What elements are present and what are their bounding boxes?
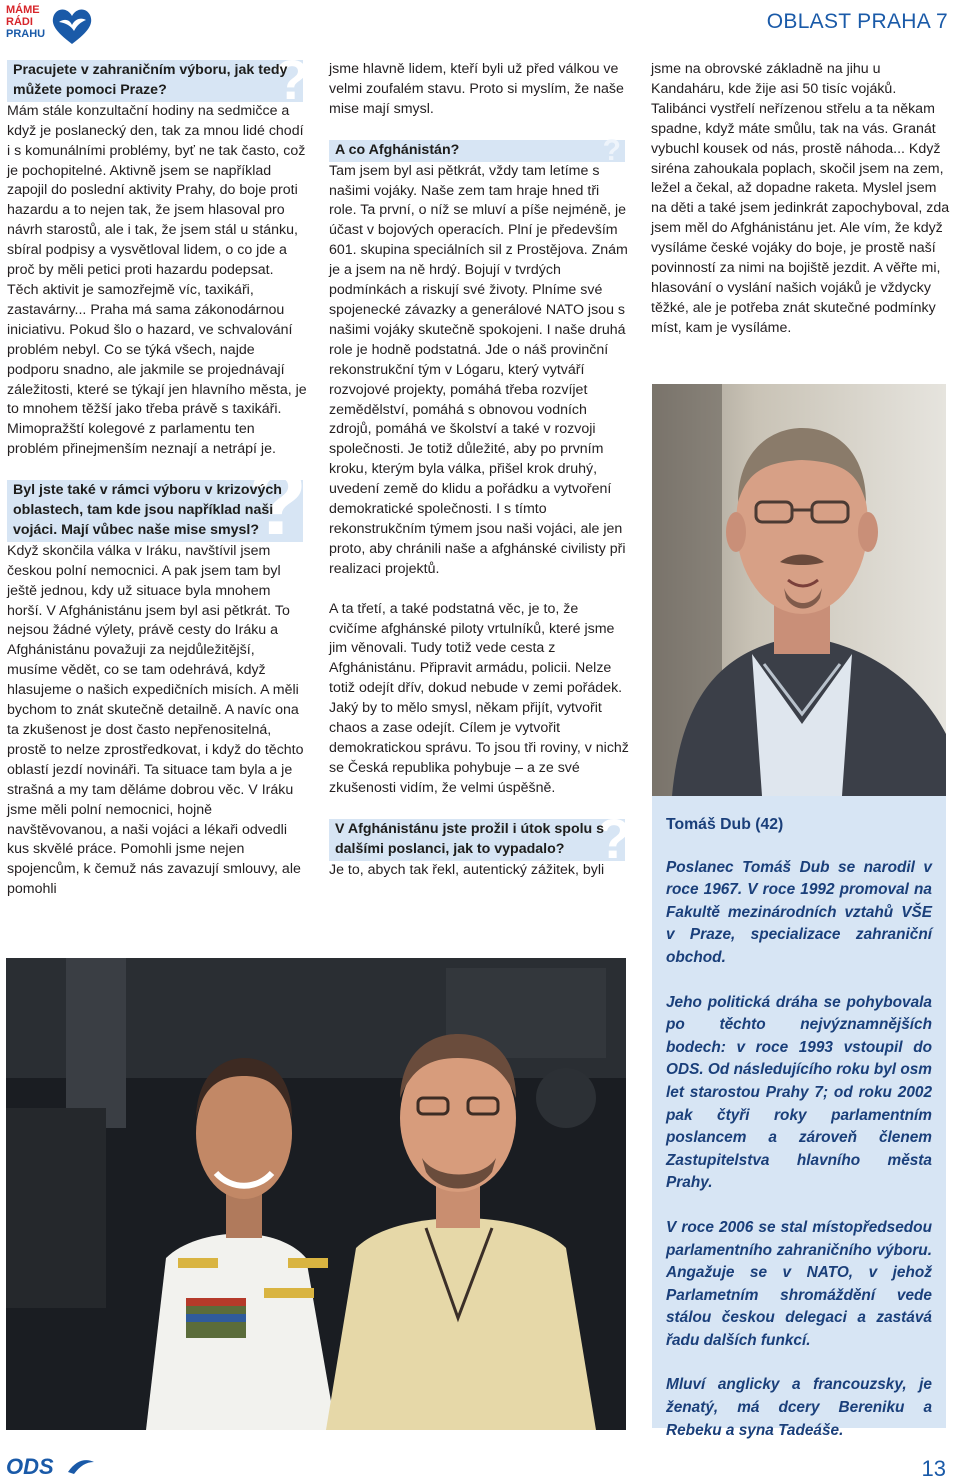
logo-line-3: PRAHU — [6, 28, 46, 40]
question-mark-icon: ? — [602, 133, 621, 167]
question-mark-icon: ? — [596, 806, 631, 870]
ship-photo — [6, 958, 626, 1430]
section-title: OBLAST PRAHA 7 — [766, 10, 948, 33]
logo-line-1: MÁME — [6, 4, 40, 16]
portrait-photo — [652, 384, 946, 796]
article-column-1 — [7, 47, 309, 900]
answer-4-continued: jsme na obrovské základně na jihu u Kandaháru, kde žije asi 50 tisíc vojáků. Talibánci vystřelí neřízenou střelu a ta někam spadne, když máte smůlu, tak na vás. Granát vybuchl kousek od nás, prostě náhoda... Když siréna zahoukala poplach, skočil jsem na zem, ležel a čekal, až dopadne raketa. Myslel jsem na děti a také jsem jedinkrát zapochyboval, zda jsem měl do Afghánistánu jet. Ale vím, že když vysíláme české vojáky do boje, je prostě naší povinností za nimi na bojiště jezdit. A věřte mi, hlasování o vyslání našich vojáků je vždycky těžké, ale je potřeba znát skutečné podmínky míst, kam je vysíláme. — [651, 61, 950, 336]
answer-2: Když skončila válka v Iráku, navštívil jsem českou polní nemocnici. A pak jsem tam byl ještě jednou, kdy už situace byla mnohem horší. V Afghánistánu jsem byl asi pětkrát. To nejsou žádné výlety, právě cesty do Iráku a Afghánistánu považuji za nejdůležitější, musíme vědět, co se tam odehrává, když hlasujeme o našich expedičních misích. A měli bychom to znát skutečně detailně. A navíc ona ta zkušenost je dost často nepřenositelná, prostě to nelze zprostředkovat, i když do těchto oblastí jezdí novináři. Ta situace tam byla a je strašná a my tam děláme dobrou věc. V Iráku jsme měli polní nemocnici, hojně navštěvovanou, a naši vojáci a lékaři odvedli kus skvělé práce. Pomohli jsme nejen spojencům, k čemuž nás zavazují smlouvy, ale pomohli — [7, 542, 304, 898]
answer-3: Tam jsem byl asi pětkrát, vždy tam letíme s našimi vojáky. Naše zem tam hraje hned tři role. Ta první, o níž se mluví a píše nejméně, je účast v bojových operacích. Plní je především 601. skupina speciálních sil z Prostějova. Znám je a jsem na ně hrdý. Bojují v tvrdých podmínkách a riskují své životy. Plníme své spojenecké závazky a generálové NATO jsou s našimi vojáky skutečně spokojeni. I naše druhá role je hodně podstatná. Jde o náš provinční rekonstrukční tým v Lógaru, který vytváří rozvojové projekty, pomáhá třeba rozvíjet zemědělství, pomáhá s obnovou vodních zdrojů, pomáhá ve školství a také v rozvoji společnosti. Je totiž důležité, aby po prvním kroku, kterým byla válka, přišel krok druhý, uvedení země do klidu a pořádku a vytvoření demokratické společnosti. I s tímto rekonstrukčním týmem jsou naši vojáci, ale jen proto, aby chránili naše a afghánské civilisty při realizaci projektů. — [329, 162, 628, 577]
bio-paragraph-1: Poslanec Tomáš Dub se narodil v roce 1967. V roce 1992 promoval na Fakultě mezinárodních vztahů VŠE v Praze, specializace zahraniční obchod. — [666, 858, 932, 966]
question-2: Byl jste také v rámci výboru v krizových oblastech, tam kde jsou například naši vojáci. Mají vůbec naše mise smysl? — [13, 482, 282, 538]
question-1: Pracujete v zahraničním výboru, jak tedy můžete pomoci Praze? — [13, 62, 288, 98]
bio-paragraph-2: Jeho politická dráha se pohybovala po těchto nejvýznamnějších bodech: v roce 1993 vstoupil do ODS. Od následujícího roku byl osm let starostou Prahy 7; od roku 2002 pak čtyři roky parlamentním poslancem a zároveň členem Zastupitelstva hlavního města Prahy. — [666, 993, 932, 1192]
bio-paragraph-4: Mluví anglicky a francouzsky, je ženatý, má dcery Bereniku a Rebeku a syna Tadeáše. — [666, 1376, 932, 1439]
answer-4: Je to, abych tak řekl, autentický zážitek, byli — [329, 861, 605, 878]
mame-radi-prahu-logo — [6, 4, 98, 48]
answer-1: Mám stále konzultační hodiny na sedmičce a když je poslanecký den, tak za mnou lidé chodí i s komunálními problémy, byť ne tak často, což je pochopitelné. Aktivně jsem se například zapojil do poslední aktivity Prahy, do boje proti hazardu a to nejen tak, že jsem hlasoval pro návrh starostů, ale i tak, že jsem stál u stánku, sbíral podpisy a vysvětloval lidem, o co jde a proč by měli petici proti hazardu podepsat. Těch aktivit je samozřejmě víc, taxikáři, zastavárny... Praha má sama zákonodárnou iniciativu. Pokud šlo o hazard, ve schvalování problém nebyl. Co se týká všech, najde podporu snadno, ale jakmile se projednávají záležitosti, které se týkají jen hlavního města, je to mnohem těžší jako třeba právě s taxikáři. Mimopražští kolegové z parlamentu ten problém přinejmenším neznají a netrápí je. — [7, 102, 307, 458]
logo-line-2: RÁDI — [6, 16, 33, 28]
article-column-2 — [329, 60, 629, 880]
bio-box — [652, 796, 946, 1439]
answer-3-part-2: A ta třetí, a také podstatná věc, je to, že cvičíme afghánské piloty vrtulníků, které jsme jim věnovali. Tudy totiž vede cesta z Afghánistánu. Připravit armádu, policii. Nelze totiž odejít dřív, dokud nebude v zemi pořádek. Jaký by to mělo smysl, někam přijít, vytvořit chaos a zase odejít. Cílem je vytvořit demokratickou správu. To jsou tři roviny, v nichž se Česká republika pohybuje – a ze své zkušenosti vidím, že velmi úspěšně. — [329, 600, 629, 796]
question-mark-icon: ? — [248, 447, 307, 555]
page-number: 13 — [921, 1456, 946, 1481]
ods-logo — [6, 1454, 96, 1478]
heart-bird-icon — [50, 6, 94, 46]
bio-name: Tomáš Dub (42) — [666, 816, 784, 833]
question-box-3 — [329, 133, 625, 167]
ods-logo-text: ODS — [6, 1454, 54, 1478]
question-box-1 — [7, 47, 309, 111]
logo-text — [6, 4, 50, 40]
answer-2-continued: jsme hlavně lidem, kteří byli už před válkou ve velmi zoufalém stavu. Proto si myslím, že naše mise mají smysl. — [329, 61, 624, 117]
question-4: V Afghánistánu jste prožil i útok spolu s dalšími poslanci, jak to vypadalo? — [335, 820, 605, 857]
question-box-2 — [7, 447, 307, 555]
question-3: A co Afghánistán? — [335, 141, 460, 158]
bio-paragraph-3: V roce 2006 se stal místopředsedou parlamentního zahraničního výboru. Angažuje se v NATO, v jehož Parlametním shromáždění vede stálou českou delegaci a zastává řadu dalších funkcí. — [666, 1218, 932, 1349]
bird-icon — [68, 1460, 94, 1474]
article-column-3 — [651, 60, 951, 339]
question-mark-icon: ? — [274, 47, 309, 111]
